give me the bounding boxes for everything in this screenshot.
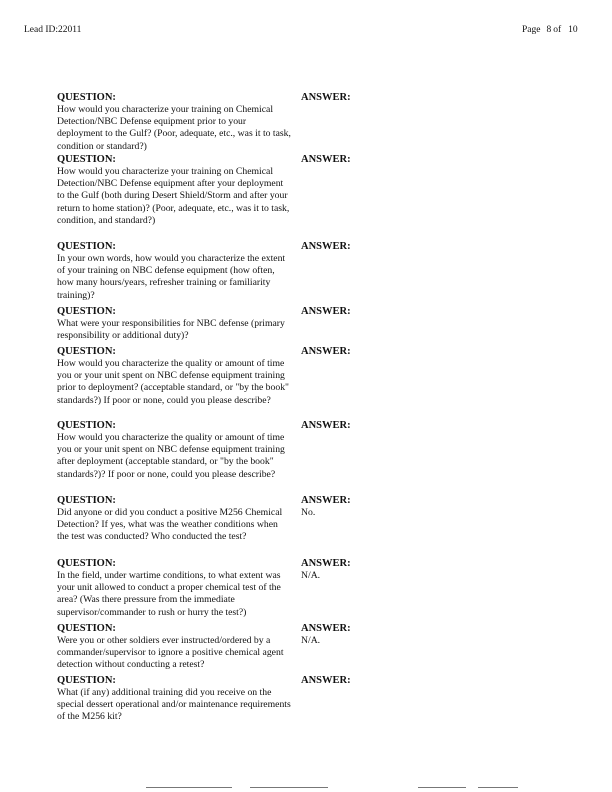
lead-id: Lead ID:22011: [24, 25, 82, 35]
answer-text: No.: [301, 507, 316, 518]
question-block: [57, 345, 292, 407]
answer-block: [301, 91, 501, 104]
question-text: How would you characterize the quality or amount of time you or your unit spent on NBC defense equipment training after deployment (acceptable standard, or "by the book" standards?)? If poor or none, could you please describe?: [57, 432, 285, 480]
question-label: QUESTION:: [57, 675, 116, 686]
question-label: QUESTION:: [57, 92, 116, 103]
answer-label: ANSWER:: [301, 495, 351, 506]
answer-label: ANSWER:: [301, 623, 351, 634]
question-block: [57, 240, 292, 302]
question-block: [57, 419, 292, 481]
question-label: QUESTION:: [57, 154, 116, 165]
question-block: [57, 494, 292, 544]
question-text: How would you characterize your training on Chemical Detection/NBC Defense equipment after your deployment to the Gulf (both during Desert Shield/Storm and after your return to home station)? (Poor, adequate, etc., was it to task, condition, and standard?): [57, 166, 290, 226]
answer-block: [301, 153, 501, 166]
question-text: What (if any) additional training did you receive on the special dessert operational and/or maintenance requirements of the M256 kit?: [57, 687, 291, 723]
answer-label: ANSWER:: [301, 306, 351, 317]
question-label: QUESTION:: [57, 241, 116, 252]
question-label: QUESTION:: [57, 306, 116, 317]
answer-label: ANSWER:: [301, 558, 351, 569]
answer-label: ANSWER:: [301, 154, 351, 165]
footer-rule: [250, 787, 328, 788]
question-label: QUESTION:: [57, 346, 116, 357]
question-block: [57, 305, 292, 342]
question-text: Did anyone or did you conduct a positive M256 Chemical Detection? If yes, what was the weather conditions when the test was conducted? Who conducted the test?: [57, 507, 283, 543]
footer-rule: [478, 787, 518, 788]
answer-label: ANSWER:: [301, 92, 351, 103]
question-text: How would you characterize your training on Chemical Detection/NBC Defense equipment prior to your deployment to the Gulf? (Poor, adequate, etc., was it to task, condition or standard?): [57, 104, 291, 152]
page-label: Page: [522, 25, 541, 35]
footer-rule: [146, 787, 232, 788]
page-number: 8: [546, 25, 552, 35]
answer-label: ANSWER:: [301, 420, 351, 431]
question-text: How would you characterize the quality or amount of time you or your unit spent on NBC defense equipment training prior to deployment? (acceptable standard, or "by the book" standards?) If poor or none, could you please describe?: [57, 358, 289, 406]
answer-block: [301, 622, 501, 647]
answer-block: [301, 305, 501, 318]
page-indicator: [522, 25, 578, 35]
answer-label: ANSWER:: [301, 346, 351, 357]
answer-block: [301, 419, 501, 432]
answer-block: [301, 240, 501, 253]
question-block: [57, 91, 292, 153]
question-text: Were you or other soldiers ever instructed/ordered by a commander/supervisor to ignore a positive chemical agent detection without conducting a retest?: [57, 635, 284, 671]
question-block: [57, 153, 292, 227]
question-label: QUESTION:: [57, 495, 116, 506]
answer-label: ANSWER:: [301, 241, 351, 252]
question-block: [57, 674, 292, 724]
answer-text: N/A.: [301, 635, 321, 646]
question-block: [57, 622, 292, 672]
answer-block: [301, 494, 501, 519]
answer-block: [301, 674, 501, 687]
question-text: In your own words, how would you characterize the extent of your training on NBC defense equipment (how often, how many hours/years, refresher training or familiarity training)?: [57, 253, 286, 301]
page-total: 10: [568, 25, 578, 35]
question-label: QUESTION:: [57, 623, 116, 634]
question-block: [57, 557, 292, 619]
answer-text: N/A.: [301, 570, 321, 581]
footer-rule: [418, 787, 466, 788]
answer-block: [301, 345, 501, 358]
question-text: What were your responsibilities for NBC defense (primary responsibility or additional duty)?: [57, 318, 285, 342]
answer-block: [301, 557, 501, 582]
question-label: QUESTION:: [57, 420, 116, 431]
page-of-label: of: [553, 25, 562, 35]
question-label: QUESTION:: [57, 558, 116, 569]
answer-label: ANSWER:: [301, 675, 351, 686]
question-text: In the field, under wartime conditions, to what extent was your unit allowed to conduct a proper chemical test of the area? (Was there pressure from the immediate supervisor/commander to rush or hurry the test?): [57, 570, 281, 618]
